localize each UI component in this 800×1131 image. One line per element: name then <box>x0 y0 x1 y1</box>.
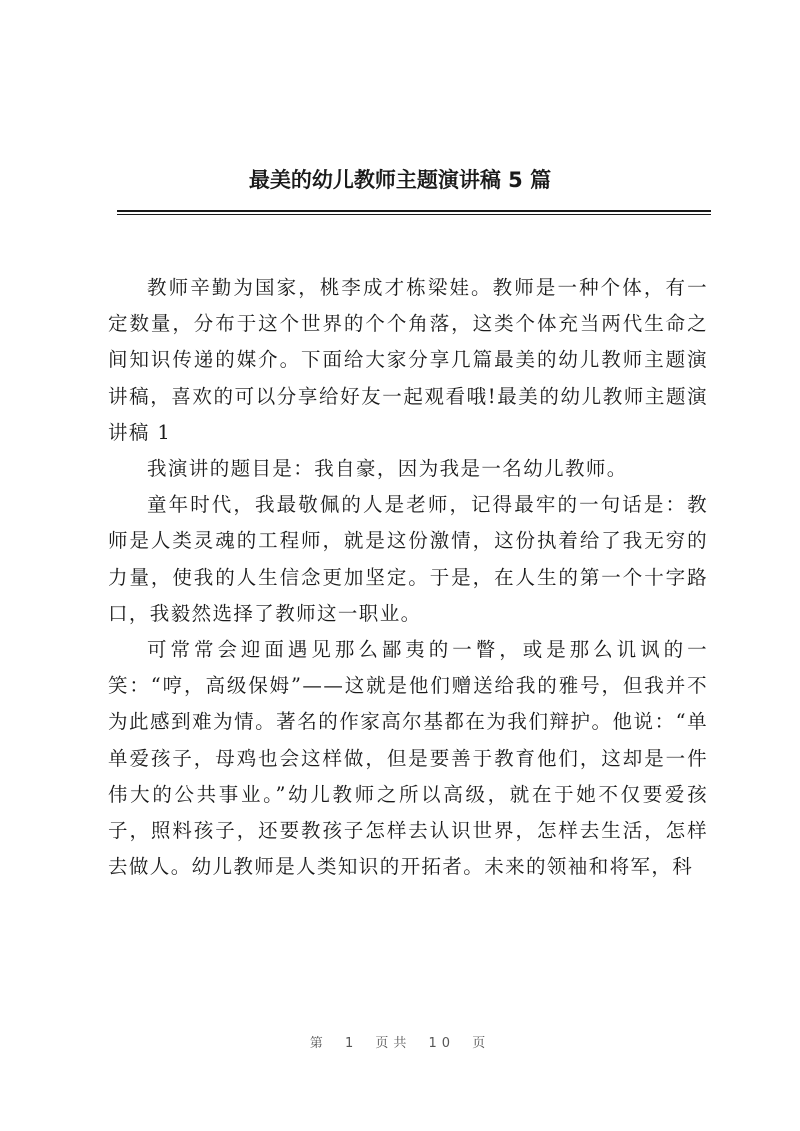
footer-current-page: 1 <box>344 1036 359 1051</box>
footer-suffix: 页 <box>472 1036 491 1051</box>
footer-prefix: 第 <box>309 1036 328 1051</box>
title-rule-thick <box>117 210 711 212</box>
paragraph-nickname: 可常常会迎面遇见那么鄙夷的一瞥，或是那么讥讽的一笑：“哼，高级保姆”——这就是他们赠送给我的雅号，但我并不为此感到难为情。著名的作家高尔基都在为我们辩护。他说：“单单爱孩子，母鸡也会这样做，但是要善于教育他们，这却是一件伟大的公共事业。”幼儿教师之所以高级，就在于她不仅要爱孩子，照料孩子，还要教孩子怎样去认识世界，怎样去生活，怎样去做人。幼儿教师是人类知识的开拓者。未来的领袖和将军，科 <box>108 638 708 879</box>
document-body <box>108 270 708 885</box>
paragraph-topic: 我演讲的题目是：我自豪，因为我是一名幼儿教师。 <box>147 457 628 481</box>
paragraph-childhood: 童年时代，我最敬佩的人是老师，记得最牢的一句话是：教师是人类灵魂的工程师，就是这份激情，这份执着给了我无穷的力量，使我的人生信念更加坚定。于是，在人生的第一个十字路口，我毅然选择了教师这一职业。 <box>108 493 708 625</box>
page-footer <box>0 1032 800 1051</box>
footer-mid: 页共 <box>375 1036 412 1051</box>
document-title: 最美的幼儿教师主题演讲稿 5 篇 <box>248 168 552 192</box>
title-rule-thin <box>117 214 711 215</box>
paragraph-intro: 教师辛勤为国家，桃李成才栋梁娃。教师是一种个体，有一定数量，分布于这个世界的个个角落，这类个体充当两代生命之间知识传递的媒介。下面给大家分享几篇最美的幼儿教师主题演讲稿，喜欢的可以分享给好友一起观看哦!最美的幼儿教师主题演讲稿 1 <box>108 276 708 444</box>
footer-total-pages: 10 <box>428 1036 456 1051</box>
